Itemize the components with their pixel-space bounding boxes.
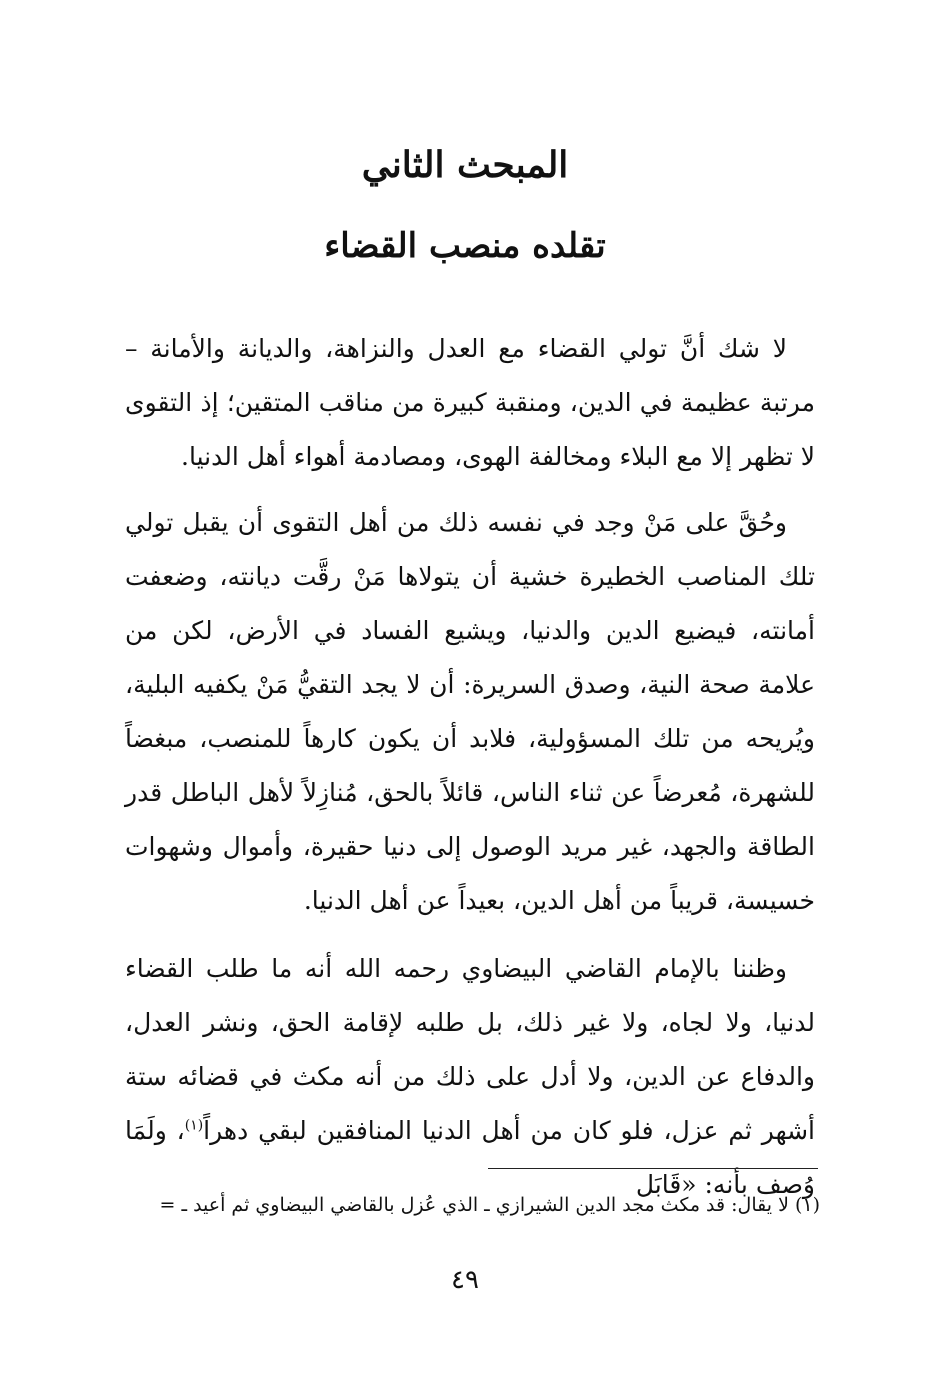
footnote-marker: (١) (184, 1117, 204, 1134)
paragraph: لا شك أنَّ تولي القضاء مع العدل والنزاهة، والديانة والأمانة – مرتبة عظيمة في الدين، ومنقبة كبيرة من مناقب المتقين؛ إذ التقوى لا تظهر إلا مع البلاء ومخالفة الهوى، ومصادمة أهواء أهل الدنيا. (125, 334, 815, 471)
section-title: تقلده منصب القضاء (324, 226, 606, 266)
paragraph-text: وظننا بالإمام القاضي البيضاوي رحمه الله أنه ما طلب القضاء لدنيا، ولا لجاه، ولا غير ذلك، بل طلبه لإقامة الحق، ونشر العدل، والدفاع عن الدين، ولا أدل على ذلك من أنه مكث في قضائه ستة أشهر ثم عزل، فلو كان من أهل الدنيا المنافقين لبقي دهراً (125, 954, 815, 1145)
footnote: (١) لا يقال: قد مكث مجد الدين الشيرازي ـ الذي عُزل بالقاضي البيضاوي ثم أعيد ـ = (159, 1194, 820, 1216)
footnote-divider (488, 1168, 818, 1169)
body-text (125, 322, 815, 1212)
chapter-title: المبحث الثاني (361, 144, 569, 186)
paragraph: وحُقَّ على مَنْ وجد في نفسه ذلك من أهل التقوى أن يقبل تولي تلك المناصب الخطيرة خشية أن يتولاها مَنْ رقَّت ديانته، وضعفت أمانته، فيضيع الدين والدنيا، ويشيع الفساد في الأرض، لكن من علامة صحة النية، وصدق السريرة: أن لا يجد التقيُّ مَنْ يكفيه البلية، ويُريحه من تلك المسؤولية، فلابد أن يكون كارهاً للمنصب، مبغضاً للشهرة، مُعرضاً عن ثناء الناس، قائلاً بالحق، مُنازِلاً لأهل الباطل قدر الطاقة والجهد، غير مريد الوصول إلى دنيا حقيرة، وأموال وشهوات خسيسة، قريباً من أهل الدين، بعيداً عن أهل الدنيا. (125, 508, 815, 915)
paragraph-text: ، ولَمَا وُصف بأنه: «قَابَل (125, 1116, 815, 1199)
paragraph (125, 942, 815, 1212)
page-number: ٤٩ (451, 1265, 479, 1295)
